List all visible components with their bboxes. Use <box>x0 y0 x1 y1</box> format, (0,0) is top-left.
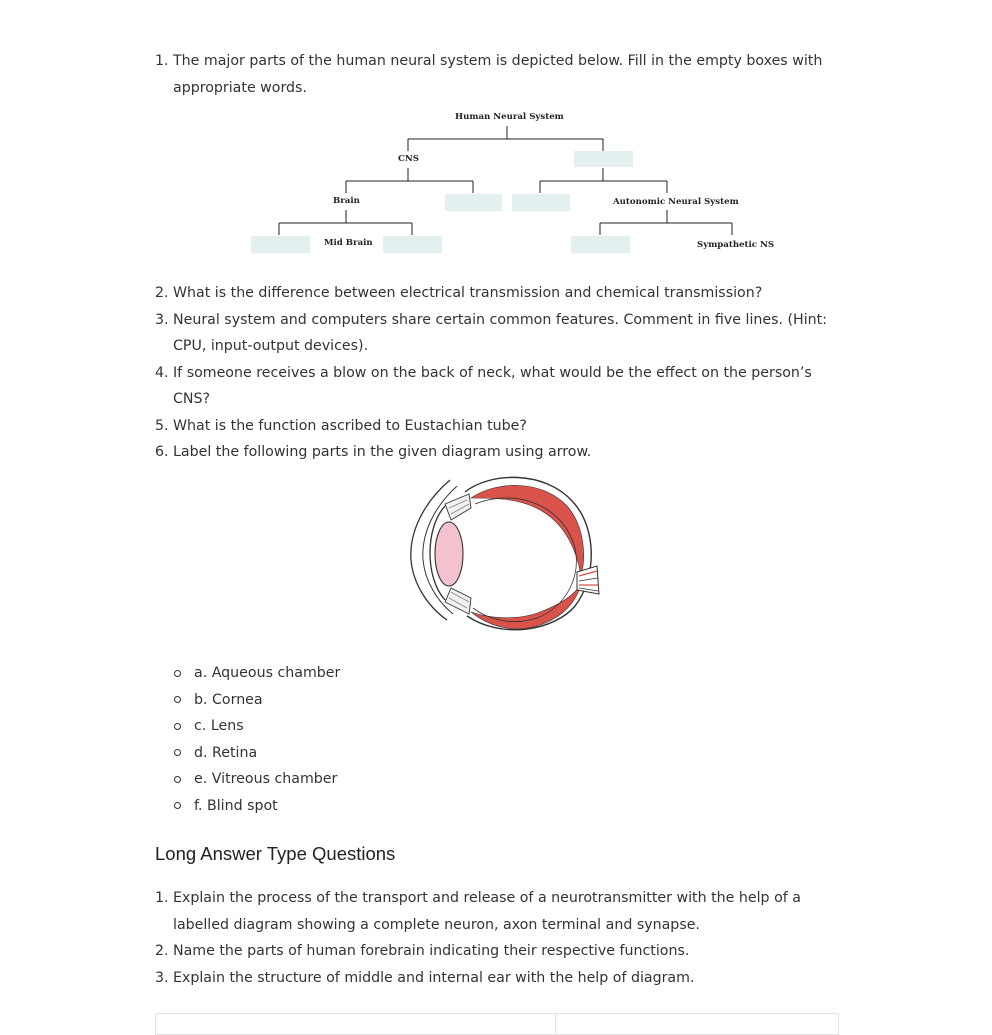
label-brain: Brain <box>333 196 360 206</box>
list-item <box>172 793 340 820</box>
empty-box-pns[interactable] <box>574 151 633 167</box>
question-item <box>155 439 845 466</box>
bullet-icon <box>174 723 181 730</box>
eye-parts-list <box>172 660 340 819</box>
list-item <box>172 660 340 687</box>
list-item-label: d. Retina <box>194 744 258 761</box>
question-number: 6. <box>155 444 169 460</box>
list-item-label: f. Blind spot <box>194 797 278 814</box>
bullet-icon <box>174 749 181 756</box>
bullet-icon <box>174 802 181 809</box>
list-item-label: e. Vitreous chamber <box>194 771 338 787</box>
question-item <box>155 48 845 101</box>
question-text: Label the following parts in the given diagram using arrow. <box>173 444 592 460</box>
question-item <box>155 280 845 307</box>
list-item <box>172 766 340 793</box>
empty-box-hind-brain[interactable] <box>383 236 442 253</box>
label-cns: CNS <box>398 154 419 164</box>
bottom-table-edge <box>155 1013 839 1035</box>
bullet-icon <box>174 696 181 703</box>
question-number: 4. <box>155 364 169 381</box>
question-text: What is the difference between electrical transmission and chemical transmission? <box>173 285 763 301</box>
question-text: Name the parts of human forebrain indicating their respective functions. <box>173 943 690 959</box>
question-text: The major parts of the human neural system is depicted below. Fill in the empty boxes with appropriate words. <box>173 53 823 96</box>
table-divider <box>555 1014 556 1034</box>
list-item-label: a. Aqueous chamber <box>194 665 341 681</box>
bullet-icon <box>174 670 181 677</box>
question-number: 2. <box>155 943 169 959</box>
list-item-label: c. Lens <box>194 718 244 734</box>
question-text: Explain the structure of middle and internal ear with the help of diagram. <box>173 969 695 986</box>
empty-box-parasympathetic[interactable] <box>571 236 630 253</box>
question-number: 1. <box>155 890 169 906</box>
list-item <box>172 740 340 767</box>
question-number: 5. <box>155 417 169 434</box>
eye-diagram <box>405 468 605 643</box>
short-answer-list-part2 <box>155 280 845 466</box>
empty-box-somatic[interactable] <box>512 194 570 211</box>
bullet-icon <box>174 776 181 783</box>
list-item <box>172 687 340 714</box>
empty-box-fore-brain[interactable] <box>251 236 310 253</box>
question-text: If someone receives a blow on the back of neck, what would be the effect on the person’s CNS? <box>173 364 812 407</box>
label-mid-brain: Mid Brain <box>324 238 373 248</box>
label-human-neural-system: Human Neural System <box>455 112 564 122</box>
question-text: What is the function ascribed to Eustachian tube? <box>173 417 527 434</box>
question-item <box>155 307 845 360</box>
question-number: 1. <box>155 53 169 69</box>
question-number: 3. <box>155 311 169 328</box>
list-item <box>172 713 340 740</box>
question-item <box>155 965 845 992</box>
question-text: Explain the process of the transport and release of a neurotransmitter with the help of a labelled diagram showing a complete neuron, axon terminal and synapse. <box>173 890 801 933</box>
label-sympathetic: Sympathetic NS <box>697 240 775 250</box>
short-answer-list-part1 <box>155 48 845 101</box>
question-text: Neural system and computers share certain common features. Comment in five lines. (Hint: CPU, input-output devices). <box>173 311 828 354</box>
question-item <box>155 360 845 413</box>
neural-system-diagram <box>240 105 780 265</box>
empty-box-spinal-cord[interactable] <box>445 194 502 211</box>
label-autonomic: Autonomic Neural System <box>613 197 739 207</box>
question-number: 2. <box>155 285 169 301</box>
question-item <box>155 885 845 938</box>
question-item <box>155 413 845 440</box>
long-answer-list <box>155 885 845 991</box>
question-number: 3. <box>155 969 169 986</box>
question-item <box>155 938 845 965</box>
list-item-label: b. Cornea <box>194 691 263 708</box>
section-heading: Long Answer Type Questions <box>155 843 396 864</box>
